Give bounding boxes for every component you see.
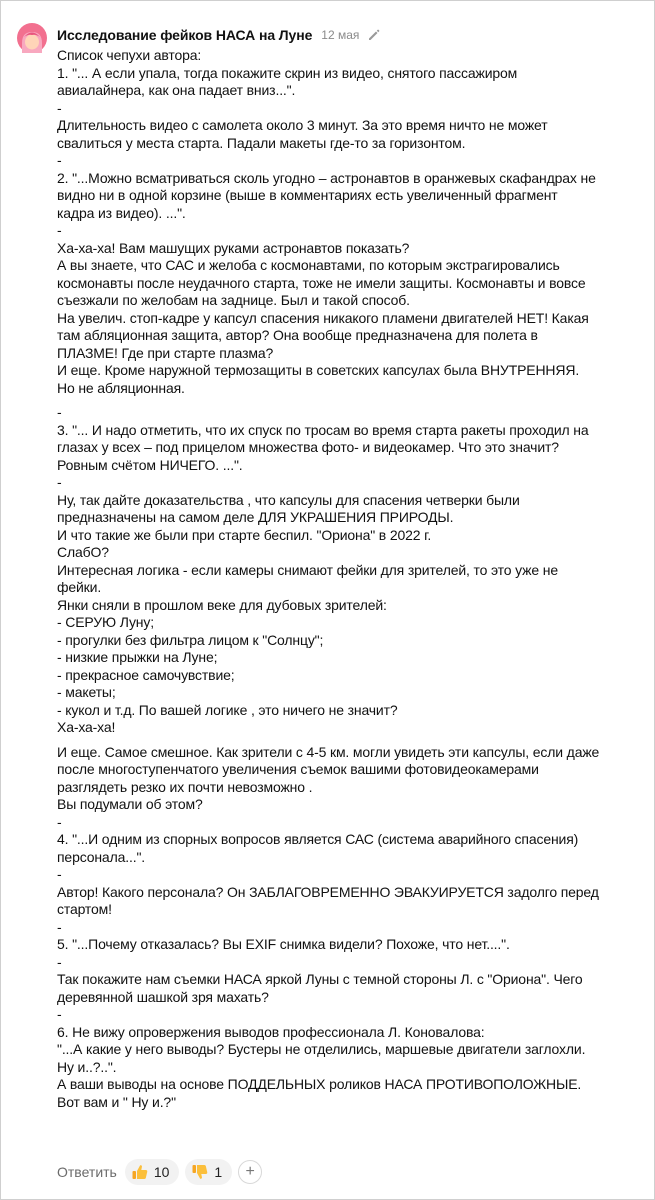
comment-line: - xyxy=(57,152,62,168)
comment-line: - xyxy=(57,474,62,490)
like-button[interactable] xyxy=(125,1159,180,1185)
comment-header xyxy=(57,25,634,45)
paragraph-gap xyxy=(57,737,647,744)
comment-line: предназначены на самом деле ДЛЯ УКРАШЕНИЯ ПРИРОДЫ. xyxy=(57,509,454,525)
comment-line: - xyxy=(57,813,62,830)
reply-button[interactable]: Ответить xyxy=(57,1164,117,1180)
comment-line: И еще. Самое смешное. Как зрители с 4-5 км. могли увидеть эти капсулы, если даже xyxy=(57,743,600,760)
comment-line: 4. "...И одним из спорных вопросов является САС (система аварийного спасения) xyxy=(57,831,579,847)
comment-line: Вот вам и " Ну и.?" xyxy=(57,1093,176,1110)
comment-date: 12 мая xyxy=(321,28,360,42)
comment-line: Ну, так дайте доказательства , что капсулы для спасения четверки были xyxy=(57,491,520,508)
comment-line: Так покажите нам съемки НАСА яркой Луны с темной стороны Л. с "Ориона". Чего xyxy=(57,971,583,987)
comment-line: разглядеть резко их почти невозможно . xyxy=(57,778,313,795)
thumbs-up-icon xyxy=(131,1163,149,1181)
dislike-button[interactable] xyxy=(185,1159,232,1185)
comment-line: видно ни в одной корзине (выше в комментариях есть увеличенный фрагмент xyxy=(57,187,558,203)
comment-line: фейки. xyxy=(57,579,102,595)
comment-actions xyxy=(57,1159,262,1185)
comment-line: глазах у всех – под прицелом множества фото- и видеокамер. Что это значит? xyxy=(57,439,559,455)
comment-line: свалиться у места старта. Падали макеты где-то за горизонтом. xyxy=(57,134,466,151)
author-name[interactable]: Исследование фейков НАСА на Луне xyxy=(57,27,313,43)
comment-line: - xyxy=(57,99,62,116)
comment-line: - СЕРУЮ Луну; xyxy=(57,614,154,630)
pencil-icon[interactable] xyxy=(367,28,381,42)
comment-line: там абляционная защита, автор? Она вообще предназначена для полета в xyxy=(57,327,538,343)
add-reaction-button[interactable]: + xyxy=(238,1160,262,1184)
comment-line: Длительность видео с самолета около 3 минут. За это время ничто не может xyxy=(57,117,548,133)
comment-line: 3. "... И надо отметить, что их спуск по тросам во время старта ракеты проходил на xyxy=(57,421,589,438)
comment-line: Ха-ха-ха! Вам машущих руками астронавтов показать? xyxy=(57,239,410,256)
comment-line: "...А какие у него выводы? Бустеры не отделились, маршевые двигатели заглохли. xyxy=(57,1041,586,1057)
comment-line: На увелич. стоп-кадре у капсул спасения никакого пламени двигателей НЕТ! Какая xyxy=(57,309,589,326)
comment-line: 2. "...Можно всматриваться сколь угодно – астронавтов в оранжевых скафандрах не xyxy=(57,169,596,186)
comment-line: - низкие прыжки на Луне; xyxy=(57,649,218,665)
comment-line: ПЛАЗМЕ! Где при старте плазма? xyxy=(57,344,274,361)
comment-line: И что такие же были при старте беспил. "Ориона" в 2022 г. xyxy=(57,526,432,543)
comment-line: А ваши выводы на основе ПОДДЕЛЬНЫХ роликов НАСА ПРОТИВОПОЛОЖНЫЕ. xyxy=(57,1076,582,1092)
dislike-count: 1 xyxy=(214,1164,223,1180)
comment-line: 1. "... А если упала, тогда покажите скрин из видео, снятого пассажиром xyxy=(57,64,518,81)
comment-text xyxy=(57,47,647,1111)
like-count: 10 xyxy=(153,1164,170,1180)
comment-line: Ну и..?..". xyxy=(57,1058,117,1075)
thumbs-down-icon xyxy=(191,1163,209,1181)
comment-line: - xyxy=(57,953,62,970)
comment-line: - xyxy=(57,222,62,238)
comment-line: - кукол и т.д. По вашей логике , это ничего не значит? xyxy=(57,701,398,718)
comment-line: - xyxy=(57,404,62,420)
comment-line: космонавты после неудачного старта, тоже не имели защиты. Космонавты и вовсе xyxy=(57,274,586,291)
comment-line: Список чепухи автора: xyxy=(57,47,202,63)
comment-line: - макеты; xyxy=(57,684,116,700)
comment-line: кадра из видео). ...". xyxy=(57,204,186,221)
comment-line: съезжали по желобам на заднице. Был и такой способ. xyxy=(57,292,410,308)
avatar-icon[interactable] xyxy=(17,23,47,53)
comment-line: - прогулки без фильтра лицом к "Солнцу"; xyxy=(57,631,324,648)
comment-line: авиалайнера, как она падает вниз...". xyxy=(57,82,296,98)
comment-line: Но не абляционная. xyxy=(57,379,185,396)
comment-line: Ха-ха-ха! xyxy=(57,719,116,735)
comment-line: СлабО? xyxy=(57,544,109,560)
comment-line: стартом! xyxy=(57,901,112,917)
comment-line: И еще. Кроме наружной термозащиты в советских капсулах была ВНУТРЕННЯЯ. xyxy=(57,362,580,378)
comment-line: - xyxy=(57,866,62,882)
comment-line: деревянной шашкой зря махать? xyxy=(57,988,269,1005)
comment-line: 5. "...Почему отказалась? Вы EXIF снимка видели? Похоже, что нет....". xyxy=(57,936,510,952)
comment-line: - прекрасное самочувствие; xyxy=(57,666,235,683)
comment-line: Вы подумали об этом? xyxy=(57,796,203,812)
comment-line: А вы знаете, что САС и желоба с космонавтами, по которым экстрагировались xyxy=(57,257,560,273)
comment-line: - xyxy=(57,918,62,935)
comment-line: - xyxy=(57,1006,62,1022)
comment-line: после многоступенчатого увеличения съемок вашими фотовидеокамерами xyxy=(57,761,539,777)
comment-line: персонала...". xyxy=(57,848,145,865)
comment-line: Ровным счётом НИЧЕГО. ...". xyxy=(57,456,243,473)
comment-line: 6. Не вижу опровержения выводов профессионала Л. Коновалова: xyxy=(57,1023,485,1040)
comment-line: Интересная логика - если камеры снимают фейки для зрителей, то это уже не xyxy=(57,561,558,578)
comment-line: Автор! Какого персонала? Он ЗАБЛАГОВРЕМЕННО ЭВАКУИРУЕТСЯ задолго перед xyxy=(57,883,599,900)
comment-line: Янки сняли в прошлом веке для дубовых зрителей: xyxy=(57,596,387,613)
paragraph-gap xyxy=(57,397,647,404)
